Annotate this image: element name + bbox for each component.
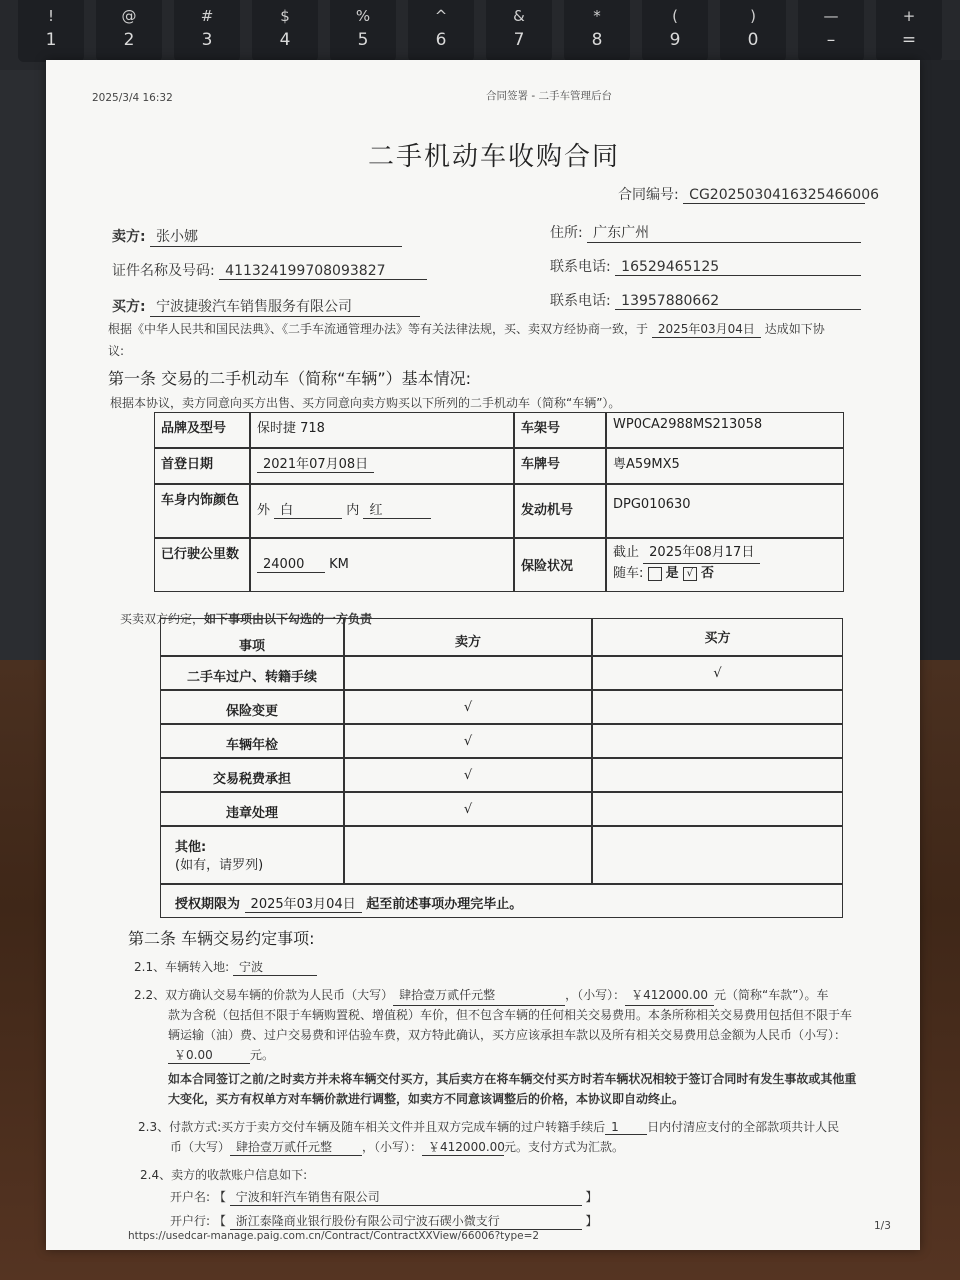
- other-seller-cell: [344, 826, 592, 884]
- clause-2-1: [134, 958, 317, 976]
- buyer-row: [112, 296, 420, 317]
- duty-item-cell: 违章处理: [160, 792, 344, 826]
- keyboard-key: [408, 0, 474, 62]
- duties-intro-bold: 如下事项由以下勾选的一方负责: [204, 612, 373, 626]
- insurance-cell: [606, 538, 844, 592]
- plate-label: 车牌号: [514, 448, 606, 484]
- destination-value: 宁波: [233, 958, 317, 976]
- clause-2-2-text-a: 双方确认交易车辆的价款为人民币（大写）: [165, 988, 394, 1002]
- preamble-line-2: 议:: [108, 344, 125, 358]
- seller-address: 广东广州: [587, 222, 861, 243]
- pay-days: 1: [605, 1120, 647, 1135]
- preamble-date: 2025年03月04日: [652, 320, 761, 338]
- interior-prefix: 内: [346, 503, 360, 518]
- duty-seller-mark: √: [344, 690, 592, 724]
- clause-2-3-text-b: 日内付清应支付的全部款项共计人民: [647, 1120, 840, 1134]
- clause-2-3-text-c: 币（大写）: [170, 1140, 231, 1154]
- key-top-glyph: $: [280, 7, 290, 25]
- pay-upper: 肆拾壹万贰仟元整: [230, 1138, 362, 1156]
- duty-seller-mark: √: [344, 792, 592, 826]
- col-buyer-header: 买方: [592, 618, 843, 656]
- keyboard-key: [330, 0, 396, 62]
- duty-seller-mark: √: [344, 758, 592, 792]
- insurance-label: 保险状况: [514, 538, 606, 592]
- deadline-label: 授权期限为: [175, 897, 241, 912]
- fee-amount: ￥0.00: [168, 1046, 250, 1064]
- clause-2-2-bold-1: 如本合同签订之前/之时卖方并未将车辆交付买方，其后卖方在将车辆交付买方时若车辆状况相较于签订合同时有发生事故或其他重: [168, 1072, 857, 1086]
- col-seller-header: 卖方: [344, 618, 592, 656]
- clause-2-3-text-e: 元。支付方式为汇款。: [504, 1140, 625, 1154]
- key-bottom-glyph: 6: [435, 30, 447, 50]
- duty-item-cell: 车辆年检: [160, 724, 344, 758]
- clause-2-3-text-d: ，（小写）：: [362, 1140, 423, 1154]
- keyboard-key: [720, 0, 786, 62]
- other-buyer-cell: [592, 826, 843, 884]
- seller-phone: 16529465125: [615, 259, 861, 276]
- clause-2-2-line3: 辆运输（油）费、过户交易费和评估验车费，双方特此确认，买方应该承担车款以及所有相关交易费用总金额为人民币（小写）：: [168, 1028, 847, 1042]
- clause-2-1-label: 2.1、车辆转入地:: [134, 960, 230, 974]
- bank-label: 开户行:: [170, 1214, 211, 1228]
- duty-seller-mark: √: [344, 724, 592, 758]
- buyer-label: 买方:: [112, 299, 146, 315]
- preamble-text-end: 达成如下协: [764, 322, 825, 336]
- mileage-value: 24000: [257, 557, 325, 573]
- keyboard-key: [96, 0, 162, 62]
- account-name: 宁波和轩汽车销售有限公司: [230, 1188, 582, 1206]
- brand-value: 保时捷 718: [250, 412, 514, 448]
- clause-2-2-num: 2.2、: [134, 988, 166, 1002]
- deadline-suffix: 起至前述事项办理完毕止。: [366, 897, 523, 912]
- first-reg-cell: [250, 448, 514, 484]
- clause-2-2-line4: [168, 1046, 274, 1064]
- clause-2-3-num: 2.3、: [138, 1120, 170, 1134]
- seller-phone-label: 联系电话:: [550, 259, 611, 275]
- insurance-prefix: 截止: [613, 545, 640, 560]
- with-car-row: [613, 564, 837, 584]
- key-top-glyph: %: [355, 7, 371, 25]
- color-label: 车身内饰颜色: [154, 484, 250, 538]
- key-bottom-glyph: 9: [669, 30, 681, 50]
- price-upper: 肆拾壹万贰仟元整: [393, 986, 565, 1006]
- account-name-row: 开户名: 【 宁波和轩汽车销售有限公司 】: [170, 1190, 598, 1204]
- clause-2-2-bold-2: 大变化，买方有权单方对车辆价款进行调整，如卖方不同意该调整后的价格，本协议即自动终止。: [168, 1092, 685, 1106]
- dark-surface: [920, 60, 960, 660]
- preamble-text: 根据《中华人民共和国民法典》、《二手车流通管理办法》等有关法律法规，买、卖双方经协商一致，于: [108, 322, 649, 336]
- bank-name: 浙江泰隆商业银行股份有限公司宁波石碶小微支行: [230, 1212, 582, 1230]
- clause-2-3-text-a: 付款方式:买方于卖方交付车辆及随车相关文件并且双方完成车辆的过户转籍手续后: [169, 1120, 606, 1134]
- keyboard-key: [798, 0, 864, 62]
- engine-label: 发动机号: [514, 484, 606, 538]
- keyboard-key: [174, 0, 240, 62]
- clause-2-2-text-c: 元（简称“车款”）。车: [714, 988, 829, 1002]
- duty-item-cell: 二手车过户、转籍手续: [160, 656, 344, 690]
- mileage-unit: KM: [329, 557, 349, 572]
- article1-intro: 根据本协议，卖方同意向买方出售、买方同意向卖方购买以下所列的二手机动车（简称“车辆”）。: [110, 396, 621, 410]
- key-top-glyph: (: [672, 7, 678, 25]
- key-top-glyph: —: [823, 7, 839, 25]
- keyboard-key: [252, 0, 318, 62]
- key-top-glyph: *: [593, 7, 601, 25]
- footer-url: https://usedcar-manage.paig.com.cn/Contract/ContractXXView/66006?type=2: [128, 1230, 540, 1242]
- key-bottom-glyph: 8: [591, 30, 603, 50]
- vin-value: WP0CA2988MS213058: [606, 412, 844, 448]
- exterior-color: 白: [274, 499, 342, 519]
- account-name-label: 开户名:: [170, 1190, 211, 1204]
- clause-2-3-line2: [170, 1138, 624, 1156]
- clause-2-4-label: 2.4、卖方的收款账户信息如下:: [140, 1168, 308, 1182]
- key-bottom-glyph: 4: [279, 30, 291, 50]
- article2-title: 第二条 车辆交易约定事项:: [128, 929, 315, 948]
- key-bottom-glyph: 3: [201, 30, 213, 50]
- duty-buyer-mark: [592, 758, 843, 792]
- other-label: 其他:: [175, 840, 207, 855]
- fee-unit: 元。: [250, 1048, 275, 1062]
- contract-page: [46, 60, 920, 1250]
- buyer-name: 宁波捷骏汽车销售服务有限公司: [150, 296, 420, 317]
- keyboard-key: [876, 0, 942, 62]
- duty-buyer-mark: √: [592, 656, 843, 690]
- with-car-label: 随车:: [613, 566, 644, 581]
- duty-buyer-mark: [592, 792, 843, 826]
- mileage-cell: [250, 538, 514, 592]
- clause-2-2-text-b: ，（小写）：: [565, 988, 626, 1002]
- other-hint: (如有，请罗列): [175, 858, 264, 873]
- color-cell: [250, 484, 514, 538]
- print-datetime: 2025/3/4 16:32: [92, 92, 173, 104]
- seller-phone-row: [550, 256, 861, 276]
- vin-label: 车架号: [514, 412, 606, 448]
- insurance-date: 2025年08月17日: [643, 543, 760, 564]
- yes-checkbox[interactable]: [648, 567, 662, 581]
- other-cell: [160, 826, 344, 884]
- print-page-title: 合同签署 - 二手车管理后台: [486, 90, 612, 102]
- preamble-line: [108, 320, 825, 338]
- mileage-label: 已行驶公里数: [154, 538, 250, 592]
- key-top-glyph: &: [513, 7, 525, 25]
- key-top-glyph: @: [121, 7, 137, 25]
- buyer-phone-label: 联系电话:: [550, 293, 611, 309]
- keyboard-key: [642, 0, 708, 62]
- no-checkbox[interactable]: √: [683, 567, 697, 581]
- article1-title: 第一条 交易的二手机动车（简称“车辆”）基本情况:: [108, 369, 472, 388]
- deadline-cell: [160, 884, 843, 918]
- duty-item-cell: 交易税费承担: [160, 758, 344, 792]
- buyer-phone-row: [550, 290, 861, 310]
- plate-value: 粤A59MX5: [606, 448, 844, 484]
- first-reg-value: 2021年07月08日: [257, 453, 374, 473]
- clause-2-2: [134, 986, 828, 1006]
- key-bottom-glyph: 7: [513, 30, 525, 50]
- insurance-date-row: [613, 543, 837, 564]
- contract-number-row: [618, 184, 880, 204]
- duty-buyer-mark: [592, 724, 843, 758]
- no-label: 否: [700, 566, 714, 581]
- key-top-glyph: #: [200, 7, 214, 25]
- seller-name: 张小娜: [150, 226, 402, 247]
- clause-2-3: [138, 1118, 839, 1135]
- id-label: 证件名称及号码:: [112, 263, 215, 279]
- first-reg-label: 首登日期: [154, 448, 250, 484]
- clause-2-2-line2: 款为含税（包括但不限于车辆购置税、增值税）车价，但不包含车辆的任何相关交易费用。本条所称相关交易费用包括但不限于车: [168, 1008, 853, 1022]
- price-lower: ￥412000.00: [625, 986, 714, 1006]
- duties-table: [160, 618, 843, 918]
- bank-row: 开户行: 【 浙江泰隆商业银行股份有限公司宁波石碶小微支行 】: [170, 1214, 598, 1228]
- exterior-prefix: 外: [257, 503, 271, 518]
- contract-title: 二手机动车收购合同: [368, 142, 621, 172]
- duty-buyer-mark: [592, 690, 843, 724]
- contract-number: CG2025030416325466006: [683, 187, 865, 204]
- keyboard-key: [18, 0, 84, 62]
- address-label: 住所:: [550, 225, 583, 241]
- key-top-glyph: !: [47, 7, 54, 25]
- key-top-glyph: ^: [434, 7, 448, 25]
- footer-page: 1/3: [874, 1220, 891, 1232]
- seller-label: 卖方:: [112, 229, 146, 245]
- col-item-header: 事项: [160, 618, 344, 656]
- key-bottom-glyph: =: [901, 30, 917, 50]
- engine-value: DPG010630: [606, 484, 844, 538]
- key-top-glyph: ): [750, 7, 756, 25]
- keyboard-key: [564, 0, 630, 62]
- key-bottom-glyph: 0: [747, 30, 759, 50]
- duty-item-cell: 保险变更: [160, 690, 344, 724]
- key-bottom-glyph: 1: [45, 30, 57, 50]
- buyer-phone: 13957880662: [615, 293, 861, 310]
- address-row: [550, 222, 861, 243]
- interior-color: 红: [363, 499, 431, 519]
- vehicle-info-table: [154, 412, 844, 592]
- duty-seller-mark: [344, 656, 592, 690]
- seller-id-number: 411324199708093827: [219, 263, 427, 280]
- seller-row: [112, 226, 402, 247]
- contract-number-label: 合同编号:: [618, 187, 679, 203]
- yes-label: 是: [665, 566, 679, 581]
- keyboard-key: [486, 0, 552, 62]
- id-row: [112, 260, 427, 280]
- key-bottom-glyph: –: [826, 30, 836, 50]
- pay-lower: ￥412000.00: [422, 1138, 504, 1156]
- brand-label: 品牌及型号: [154, 412, 250, 448]
- duties-intro-text: 买卖双方约定，: [120, 612, 205, 626]
- key-bottom-glyph: 5: [357, 30, 369, 50]
- deadline-date: 2025年03月04日: [245, 893, 362, 913]
- key-bottom-glyph: 2: [123, 30, 135, 50]
- key-top-glyph: +: [902, 7, 916, 25]
